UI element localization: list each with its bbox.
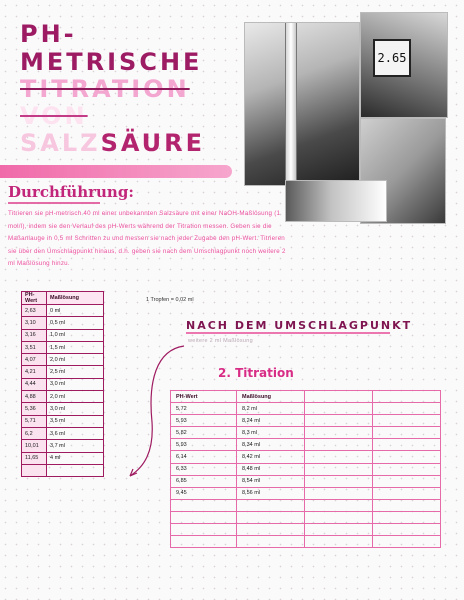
table-cell: 8,48 ml [237, 463, 305, 475]
table-row [171, 487, 441, 499]
table-row [171, 403, 441, 415]
title-line-4: VON [20, 102, 88, 130]
after-point-note: weitere 2 ml Maßlösung [188, 338, 253, 344]
table-row [171, 524, 441, 536]
table-cell: 0 ml [47, 305, 104, 317]
table-cell [237, 536, 305, 548]
table-cell [47, 464, 104, 476]
table-cell [373, 511, 441, 523]
table-cell [305, 439, 373, 451]
table-row [171, 463, 441, 475]
table-cell: 3,16 [22, 329, 47, 341]
table-header-empty-3 [305, 391, 373, 403]
table-row [22, 366, 104, 378]
table-cell [305, 403, 373, 415]
table-cell [305, 499, 373, 511]
table-cell: 1,5 ml [47, 341, 104, 353]
table-row [22, 391, 104, 403]
lab-photo-burette [244, 22, 360, 186]
table-cell: 5,72 [171, 403, 237, 415]
table-cell [373, 475, 441, 487]
after-point-underline [186, 332, 390, 334]
lab-photo-ph-meter [360, 12, 448, 118]
table-cell [237, 524, 305, 536]
table-row [22, 341, 104, 353]
table-cell: 5,36 [22, 403, 47, 415]
title-line-1: PH- [20, 20, 77, 48]
table-cell: 6,14 [171, 451, 237, 463]
table-cell [373, 499, 441, 511]
table-row [22, 415, 104, 427]
table-cell [237, 511, 305, 523]
table-row [171, 511, 441, 523]
table-cell: 4,88 [22, 391, 47, 403]
title-line-3: TITRATION [20, 75, 190, 103]
procedure-heading: Durchführung: [8, 183, 134, 201]
table-cell: 4 ml [47, 452, 104, 464]
table-cell [373, 451, 441, 463]
table-cell: 3,5 ml [47, 415, 104, 427]
title-line-5-main: SÄURE [100, 129, 206, 157]
after-point-heading: NACH DEM UMSCHLAGPUNKT [186, 319, 413, 332]
table-cell: 5,93 [171, 415, 237, 427]
table-row [22, 427, 104, 439]
table-cell [171, 524, 237, 536]
table-row [22, 464, 104, 476]
table-row [171, 427, 441, 439]
table-cell: 8,3 ml [237, 427, 305, 439]
table-cell: 8,56 ml [237, 487, 305, 499]
table-cell: 0,5 ml [47, 317, 104, 329]
table-cell: 2,5 ml [47, 366, 104, 378]
table-cell [373, 439, 441, 451]
table-cell: 5,71 [22, 415, 47, 427]
table-cell [305, 427, 373, 439]
table-cell: 3,6 ml [47, 427, 104, 439]
table-cell: 11,65 [22, 452, 47, 464]
table-cell [171, 499, 237, 511]
table-row [22, 305, 104, 317]
table-cell: 6,85 [171, 475, 237, 487]
decorative-pink-bar [0, 165, 232, 178]
table-header-row [22, 292, 104, 305]
procedure-heading-underline [8, 202, 100, 204]
table-row [22, 440, 104, 452]
table-cell [373, 427, 441, 439]
drops-note: 1 Tropfen = 0,02 ml [146, 297, 194, 303]
table-row [22, 378, 104, 390]
table-row [171, 451, 441, 463]
table-cell [373, 524, 441, 536]
table-cell: 5,82 [171, 427, 237, 439]
title-line-5 [20, 131, 205, 155]
table-cell: 1,0 ml [47, 329, 104, 341]
table-header-volume: Maßlösung [237, 391, 305, 403]
table-row [22, 317, 104, 329]
table-cell [305, 536, 373, 548]
table-row [171, 415, 441, 427]
title-line-5-faded: SALZ [20, 129, 101, 157]
burette-illustration [285, 23, 297, 185]
table-cell [305, 487, 373, 499]
ph-meter-display: 2.65 [373, 39, 411, 77]
table-row [22, 403, 104, 415]
table-row [171, 536, 441, 548]
table-cell: 8,24 ml [237, 415, 305, 427]
table-cell: 6,2 [22, 427, 47, 439]
table-cell: 8,34 ml [237, 439, 305, 451]
table-cell [373, 463, 441, 475]
table-cell [373, 415, 441, 427]
table-row [171, 475, 441, 487]
table-header-empty-4 [373, 391, 441, 403]
table-cell: 3,0 ml [47, 403, 104, 415]
title-line-2: METRISCHE [20, 48, 203, 76]
table-header-ph: PH-Wert [22, 292, 47, 305]
table-cell [237, 499, 305, 511]
table-row [22, 452, 104, 464]
table-cell [22, 464, 47, 476]
table-header-row [171, 391, 441, 403]
table-cell [305, 475, 373, 487]
table-cell [373, 403, 441, 415]
table-cell: 3,10 [22, 317, 47, 329]
table-cell: 4,07 [22, 354, 47, 366]
table-cell [171, 536, 237, 548]
titration-2-title: 2. Titration [218, 366, 294, 380]
table-row [22, 329, 104, 341]
table-cell [171, 511, 237, 523]
table-cell [305, 511, 373, 523]
table-header-volume: Maßlösung [47, 292, 104, 305]
table-cell: 6,33 [171, 463, 237, 475]
table-cell [305, 524, 373, 536]
titration-table-2 [170, 390, 441, 548]
table-cell [305, 463, 373, 475]
table-cell: 5,93 [171, 439, 237, 451]
titration-table-1 [21, 291, 104, 477]
table-cell: 2,63 [22, 305, 47, 317]
table-cell: 4,21 [22, 366, 47, 378]
table-header-ph: PH-Wert [171, 391, 237, 403]
table-cell: 8,42 ml [237, 451, 305, 463]
table-cell: 3,0 ml [47, 378, 104, 390]
table-cell [373, 536, 441, 548]
lab-photo-bottle [285, 180, 387, 222]
table-row [171, 439, 441, 451]
table-cell: 9,45 [171, 487, 237, 499]
table-cell: 8,2 ml [237, 403, 305, 415]
table-row [22, 354, 104, 366]
procedure-text: Titrieren sie pH-metrisch 40 ml einer unbekannten Salzsäure mit einer NaOH-Maßlösung (1 mol/l), indem sie den Verlauf des pH-Werts während der Titration messen. Geben sie die Maßanlauge in 0,5 ml Schritten zu und messen sie nach jeder Zugabe den pH-Wert. Titrieren sie über den Umschlagpunkt hinaus, d.h. geben sie nach dem Umschlagpunkt noch weitere 2 ml Maßlösung hinzu. [8, 210, 286, 268]
table-row [171, 499, 441, 511]
table-cell [373, 487, 441, 499]
table-cell: 4,44 [22, 378, 47, 390]
table-cell [305, 451, 373, 463]
table-cell: 3,51 [22, 341, 47, 353]
table-cell [305, 415, 373, 427]
table-cell: 10,01 [22, 440, 47, 452]
table-cell: 3,7 ml [47, 440, 104, 452]
table-cell: 2,0 ml [47, 391, 104, 403]
table-cell: 8,54 ml [237, 475, 305, 487]
table-cell: 2,0 ml [47, 354, 104, 366]
